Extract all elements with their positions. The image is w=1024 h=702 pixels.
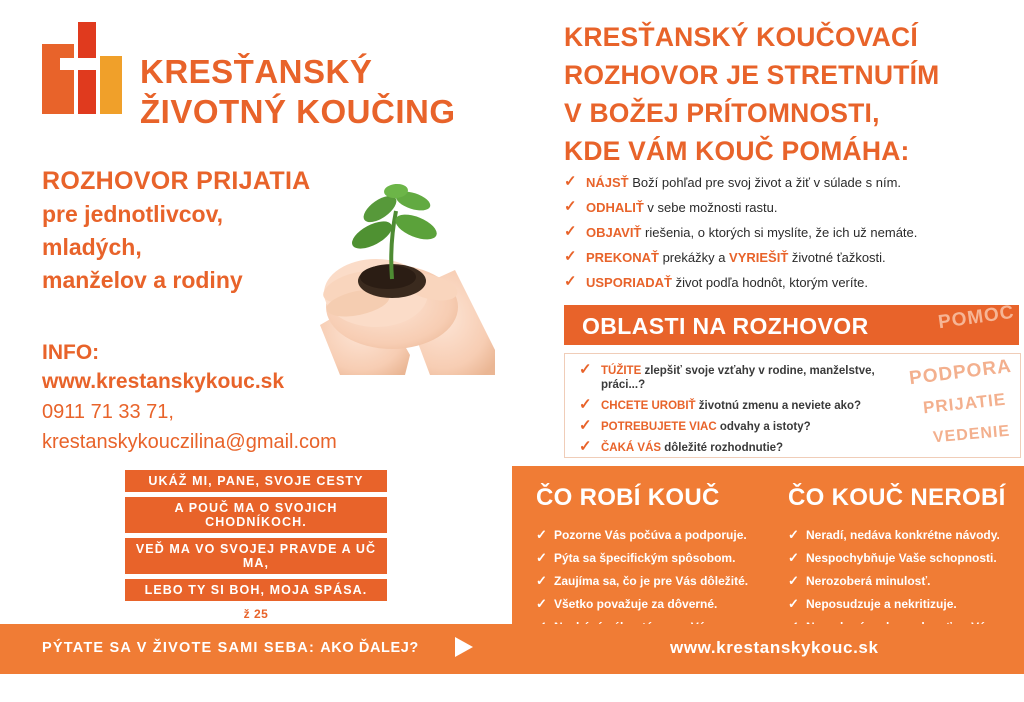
benefit-text-2: životné ťažkosti.	[788, 250, 886, 265]
check-icon: ✓	[536, 573, 547, 588]
cross-logo-icon	[42, 22, 122, 114]
oblasti-text: dôležité rozhodnutie?	[661, 442, 784, 454]
list-item	[788, 551, 1024, 566]
info-email[interactable]: krestanskykouczilina@gmail.com	[42, 431, 337, 453]
benefits-checklist	[564, 175, 1019, 300]
brand-title-line2: ŽIVOTNÝ KOUČING	[140, 93, 456, 130]
list-item	[536, 597, 786, 612]
footer-url[interactable]: www.krestanskykouc.sk	[670, 638, 879, 657]
oblasti-list	[579, 361, 909, 462]
headline-line1: KRESŤANSKÝ KOUČOVACÍ	[564, 22, 918, 52]
benefit-text: život podľa hodnôt, ktorým veríte.	[671, 275, 868, 290]
subhead-line1: ROZHOVOR PRIJATIA	[42, 167, 311, 195]
check-icon: ✓	[564, 273, 577, 290]
list-item	[564, 275, 1019, 291]
check-icon: ✓	[579, 396, 592, 413]
list-item	[564, 225, 1019, 241]
check-icon: ✓	[788, 596, 799, 611]
check-icon: ✓	[788, 527, 799, 542]
list-item	[788, 574, 1024, 589]
oblasti-text: odvahy a istoty?	[716, 421, 811, 433]
oblasti-text: zlepšiť svoje vzťahy v rodine, manželstve, práci...?	[601, 365, 875, 391]
psalm-reference: ž 25	[243, 607, 269, 621]
check-icon: ✓	[564, 173, 577, 190]
psalm-line-2: A POUČ MA O SVOJICH CHODNÍKOCH.	[125, 497, 387, 533]
panel-right-text: Neradí, nedáva konkrétne návody.	[806, 528, 1000, 542]
right-headline	[564, 18, 1014, 170]
subhead-line4: manželov a rodiny	[42, 267, 243, 293]
oblasti-keyword: TÚŽITE	[601, 365, 642, 377]
benefit-keyword: USPORIADAŤ	[586, 275, 672, 290]
oblasti-title-bar	[564, 301, 1019, 345]
logo-block	[42, 22, 462, 132]
check-icon: ✓	[564, 223, 577, 240]
psalm-quote	[125, 470, 387, 621]
check-icon: ✓	[536, 527, 547, 542]
check-icon: ✓	[579, 417, 592, 434]
panel-right-text: Nespochybňuje Vaše schopnosti.	[806, 551, 997, 565]
panel-left-text: Zaujíma sa, čo je pre Vás dôležité.	[554, 574, 749, 588]
oblasti-text: životnú zmenu a neviete ako?	[695, 400, 862, 412]
benefit-keyword: OBJAVIŤ	[586, 225, 642, 240]
list-item	[579, 417, 909, 434]
benefit-text: riešenia, o ktorých si myslíte, že ich už nemáte.	[641, 225, 918, 240]
info-label: INFO:	[42, 341, 100, 364]
list-item	[536, 528, 786, 543]
oblasti-keyword: CHCETE UROBIŤ	[601, 400, 696, 412]
brand-title-line1: KRESŤANSKÝ	[140, 53, 373, 90]
ghost-word-podpora: PODPORA	[907, 355, 1013, 390]
oblasti-keyword: POTREBUJETE VIAC	[601, 421, 717, 433]
psalm-line-1: UKÁŽ MI, PANE, SVOJE CESTY	[125, 470, 387, 492]
panel-left-text: Všetko považuje za dôverné.	[554, 597, 718, 611]
headline-line2: ROZHOVOR JE STRETNUTÍM	[564, 60, 940, 90]
benefit-text: prekážky a	[658, 250, 730, 265]
footer-question-prefix: PÝTATE SA V ŽIVOTE SAMI SEBA:	[42, 640, 315, 656]
list-item	[788, 528, 1024, 543]
benefit-text: v sebe možnosti rastu.	[643, 200, 778, 215]
ghost-word-prijatie: PRIJATIE	[921, 389, 1007, 418]
psalm-line-4: LEBO TY SI BOH, MOJA SPÁSA.	[125, 579, 387, 601]
check-icon: ✓	[579, 438, 592, 455]
page-bottom-margin	[0, 674, 1024, 702]
oblasti-box	[564, 353, 1021, 458]
oblasti-title: OBLASTI NA ROZHOVOR	[582, 313, 869, 339]
list-item	[564, 175, 1019, 191]
list-item	[536, 574, 786, 589]
list-item	[579, 361, 909, 392]
panel-left-text: Pýta sa špecifickým spôsobom.	[554, 551, 736, 565]
list-item	[788, 597, 1024, 612]
check-icon: ✓	[788, 550, 799, 565]
check-icon: ✓	[564, 248, 577, 265]
panel-right-text: Neposudzuje a nekritizuje.	[806, 597, 957, 611]
benefit-keyword: PREKONAŤ	[586, 250, 659, 265]
footer-question	[42, 640, 419, 656]
check-icon: ✓	[536, 550, 547, 565]
info-website[interactable]: www.krestanskykouc.sk	[42, 370, 285, 393]
benefit-keyword: NÁJSŤ	[586, 175, 629, 190]
oblasti-keyword: ČAKÁ VÁS	[601, 442, 662, 454]
headline-line3: V BOŽEJ PRÍTOMNOSTI,	[564, 98, 880, 128]
panel-title-left: ČO ROBÍ KOUČ	[536, 484, 720, 511]
check-icon: ✓	[536, 596, 547, 611]
footer-strip	[0, 624, 1024, 674]
panel-left-text: Pozorne Vás počúva a podporuje.	[554, 528, 747, 542]
contact-info	[42, 338, 442, 457]
check-icon: ✓	[564, 198, 577, 215]
ghost-word-vedenie: VEDENIE	[932, 422, 1011, 447]
info-phone[interactable]: 0911 71 33 71,	[42, 401, 174, 423]
benefit-keyword-2: VYRIEŠIŤ	[729, 250, 789, 265]
list-item	[579, 396, 909, 413]
headline-line4: KDE VÁM KOUČ POMÁHA:	[564, 136, 910, 166]
brand-title	[140, 52, 456, 132]
check-icon: ✓	[579, 361, 592, 378]
subhead-line2: pre jednotlivcov,	[42, 201, 224, 227]
psalm-line-3: VEĎ MA VO SVOJEJ PRAVDE A UČ MA,	[125, 538, 387, 574]
subhead-line3: mladých,	[42, 234, 142, 260]
coach-does-panel	[512, 466, 1024, 636]
panel-right-text: Nerozoberá minulosť.	[806, 574, 931, 588]
triangle-right-icon	[455, 637, 473, 657]
benefit-keyword: ODHALIŤ	[586, 200, 644, 215]
panel-title-right: ČO KOUČ NEROBÍ	[788, 484, 1006, 511]
ghost-word-pomoc: POMOC	[937, 301, 1017, 334]
list-item	[564, 250, 1019, 266]
footer-question-main: AKO ĎALEJ?	[320, 640, 419, 656]
benefit-text: Boží pohľad pre svoj život a žiť v súlade s ním.	[628, 175, 902, 190]
list-item	[579, 438, 909, 455]
list-item	[564, 200, 1019, 216]
check-icon: ✓	[788, 573, 799, 588]
list-item	[536, 551, 786, 566]
